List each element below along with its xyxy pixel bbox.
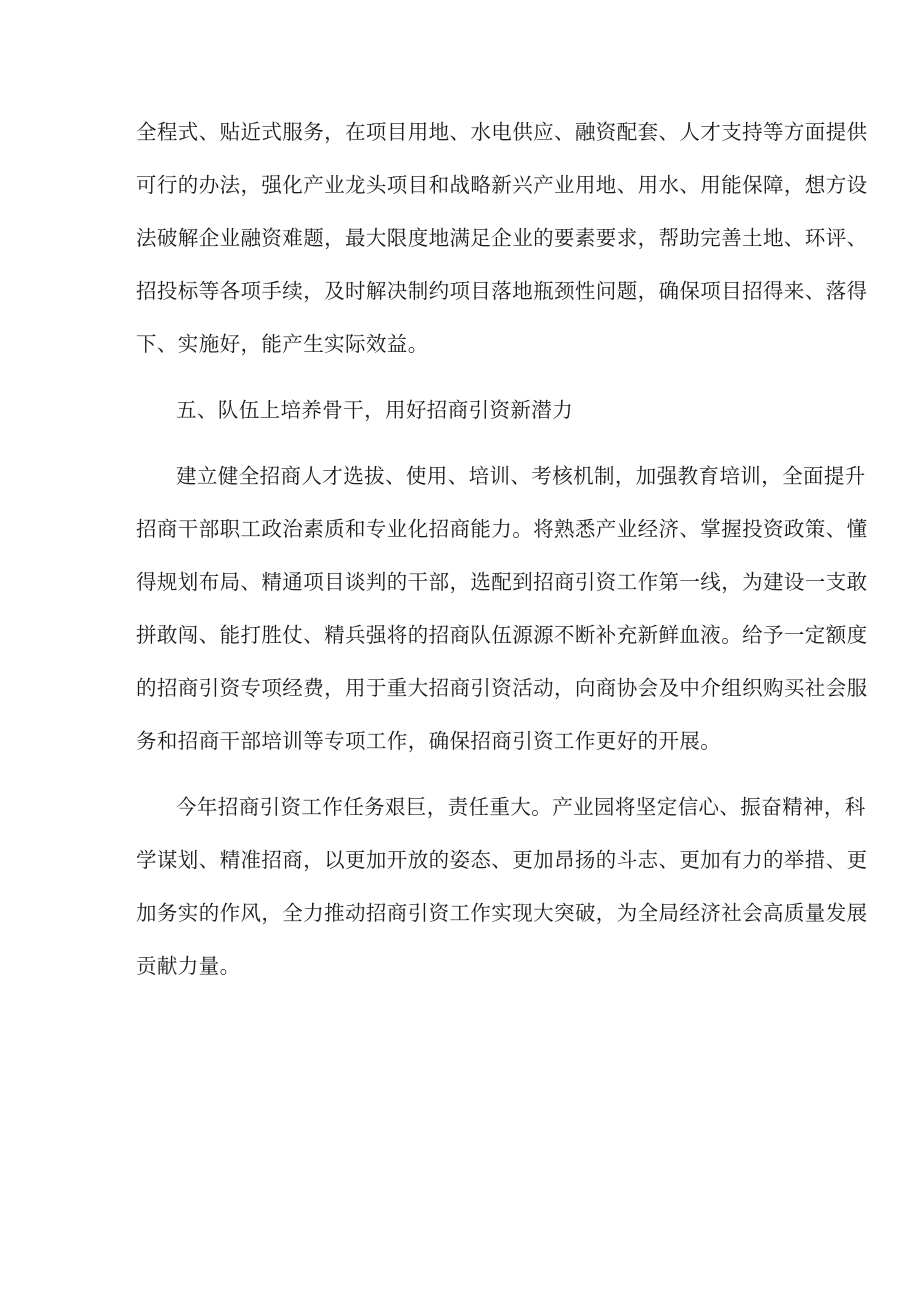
paragraph-2-line-2: 招商干部职工政治素质和专业化招商能力。将熟悉产业经济、掌握投资政策、懂 bbox=[136, 517, 868, 541]
paragraph-2-line-4: 拼敢闯、能打胜仗、精兵强将的招商队伍源源不断补充新鲜血液。给予一定额度 bbox=[136, 623, 868, 647]
paragraph-3-line-1: 今年招商引资工作任务艰巨，责任重大。产业园将坚定信心、振奋精神，科 bbox=[176, 795, 866, 819]
paragraph-2-line-1: 建立健全招商人才选拔、使用、培训、考核机制，加强教育培训，全面提升 bbox=[176, 464, 866, 488]
paragraph-2-line-5: 的招商引资专项经费，用于重大招商引资活动，向商协会及中介组织购买社会服 bbox=[136, 676, 868, 700]
paragraph-1-line-5: 下、实施好，能产生实际效益。 bbox=[136, 332, 429, 356]
paragraph-1-line-2: 可行的办法，强化产业龙头项目和战略新兴产业用地、用水、用能保障，想方设 bbox=[136, 173, 868, 197]
paragraph-1-line-4: 招投标等各项手续，及时解决制约项目落地瓶颈性问题，确保项目招得来、落得 bbox=[136, 279, 868, 303]
section-heading: 五、队伍上培养骨干，用好招商引资新潜力 bbox=[176, 398, 574, 422]
paragraph-2-line-6: 务和招商干部培训等专项工作，确保招商引资工作更好的开展。 bbox=[136, 729, 722, 753]
paragraph-1-line-1: 全程式、贴近式服务，在项目用地、水电供应、融资配套、人才支持等方面提供 bbox=[136, 120, 868, 144]
paragraph-3-line-2: 学谋划、精准招商，以更加开放的姿态、更加昂扬的斗志、更加有力的举措、更 bbox=[136, 848, 868, 872]
paragraph-3-line-4: 贡献力量。 bbox=[136, 954, 241, 978]
paragraph-2-line-3: 得规划布局、精通项目谈判的干部，选配到招商引资工作第一线，为建设一支敢 bbox=[136, 570, 868, 594]
paragraph-3-line-3: 加务实的作风，全力推动招商引资工作实现大突破，为全局经济社会高质量发展 bbox=[136, 901, 868, 925]
paragraph-1-line-3: 法破解企业融资难题，最大限度地满足企业的要素要求，帮助完善土地、环评、 bbox=[136, 226, 868, 250]
